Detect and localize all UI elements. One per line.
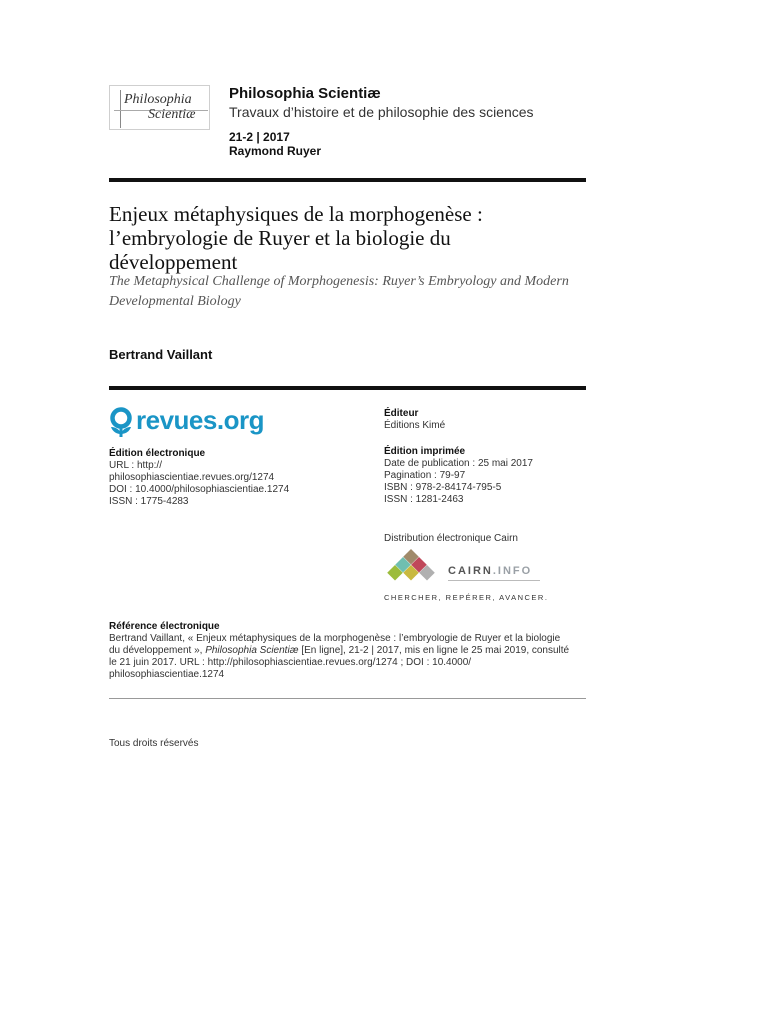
publisher-info bbox=[384, 408, 584, 506]
revues-org-wordmark: revues.org bbox=[136, 405, 264, 435]
journal-logo-line2: Scientiæ bbox=[148, 107, 196, 122]
print-edition-heading: Édition imprimée bbox=[384, 446, 466, 457]
electronic-edition-line: URL : http:// bbox=[109, 460, 162, 471]
journal-subtitle: Travaux d’histoire et de philosophie des sciences bbox=[229, 104, 534, 120]
print-edition-line: ISSN : 1281-2463 bbox=[384, 494, 464, 505]
issue-number: 21-2 | 2017 bbox=[229, 130, 290, 144]
article-subtitle-line: The Metaphysical Challenge of Morphogenesis: Ruyer’s Embryology and Modern bbox=[109, 274, 569, 289]
journal-name: Philosophia Scientiæ bbox=[229, 85, 381, 102]
electronic-edition-doi[interactable]: DOI : 10.4000/philosophiascientiae.1274 bbox=[109, 484, 290, 495]
electronic-edition-heading: Édition électronique bbox=[109, 448, 206, 459]
article-title-line: Enjeux métaphysiques de la morphogenèse : bbox=[109, 202, 483, 226]
issue-theme: Raymond Ruyer bbox=[229, 144, 322, 158]
electronic-reference bbox=[109, 621, 584, 681]
journal-logo bbox=[109, 85, 210, 130]
print-edition-line: Date de publication : 25 mai 2017 bbox=[384, 458, 533, 469]
print-edition-line: Pagination : 79-97 bbox=[384, 470, 466, 481]
cairn-diamonds-icon bbox=[384, 547, 444, 587]
revues-flower-icon bbox=[109, 407, 135, 439]
cairn-distribution-label: Distribution électronique Cairn bbox=[384, 533, 518, 544]
middle-divider bbox=[109, 386, 586, 390]
article-subtitle-line: Developmental Biology bbox=[109, 294, 241, 309]
electronic-edition-url[interactable]: philosophiascientiae.revues.org/1274 bbox=[109, 472, 275, 483]
reference-line: le 21 juin 2017. URL : http://philosophiascientiae.revues.org/1274 ; DOI : 10.4000/ bbox=[109, 657, 472, 668]
article-title bbox=[109, 202, 579, 274]
electronic-edition-issn: ISSN : 1775-4283 bbox=[109, 496, 189, 507]
journal-logo-line1: Philosophia bbox=[124, 92, 192, 107]
electronic-edition bbox=[109, 448, 359, 508]
author-name: Bertrand Vaillant bbox=[109, 347, 213, 362]
reference-line: Bertrand Vaillant, « Enjeux métaphysiques de la morphogenèse : l’embryologie de Ruyer et la biologie bbox=[109, 633, 561, 644]
publisher-heading: Éditeur bbox=[384, 408, 419, 419]
reference-line: philosophiascientiae.1274 bbox=[109, 669, 225, 680]
cairn-wordmark: CAIRN.INFO bbox=[448, 565, 533, 577]
reference-line: du développement », Philosophia Scientiæ [En ligne], 21-2 | 2017, mis en ligne le 25 mai 2019, consulté bbox=[109, 645, 570, 656]
print-edition-line: ISBN : 978-2-84174-795-5 bbox=[384, 482, 502, 493]
revues-org-logo[interactable] bbox=[109, 405, 269, 439]
article-title-line: développement bbox=[109, 250, 238, 274]
reference-heading: Référence électronique bbox=[109, 621, 220, 632]
top-divider bbox=[109, 178, 586, 182]
article-title-line: l’embryologie de Ruyer et la biologie du bbox=[109, 226, 451, 250]
reference-divider bbox=[109, 698, 586, 699]
cairn-tagline: CHERCHER, REPÉRER, AVANCER. bbox=[384, 593, 549, 602]
cairn-logo[interactable] bbox=[384, 547, 549, 605]
article-subtitle bbox=[109, 272, 589, 312]
rights-notice: Tous droits réservés bbox=[109, 738, 199, 749]
publisher-name: Éditions Kimé bbox=[384, 420, 446, 431]
